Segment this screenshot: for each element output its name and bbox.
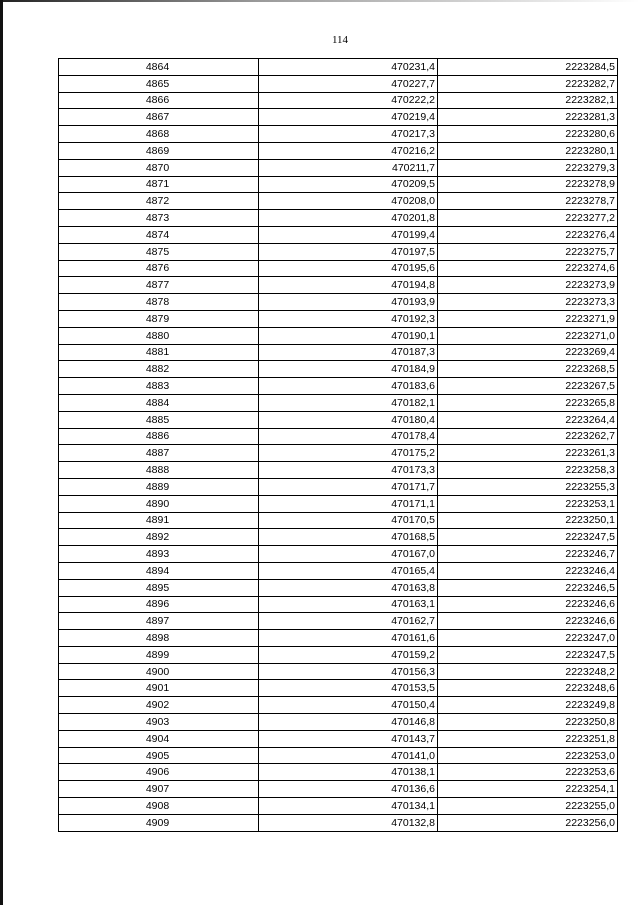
y-coordinate-cell: 2223248,6 (438, 680, 618, 697)
x-coordinate-cell: 470208,0 (259, 193, 438, 210)
table-row (59, 411, 618, 428)
table-row (59, 193, 618, 210)
table-row (59, 92, 618, 109)
y-coordinate-cell: 2223278,9 (438, 176, 618, 193)
x-coordinate-cell: 470194,8 (259, 277, 438, 294)
x-coordinate-cell: 470183,6 (259, 378, 438, 395)
y-coordinate-cell: 2223253,0 (438, 747, 618, 764)
page-number: 114 (331, 34, 349, 46)
scan-edge-left (0, 0, 3, 905)
y-coordinate-cell: 2223246,5 (438, 579, 618, 596)
point-number-cell: 4889 (59, 478, 259, 495)
x-coordinate-cell: 470161,6 (259, 630, 438, 647)
x-coordinate-cell: 470171,7 (259, 478, 438, 495)
y-coordinate-cell: 2223269,4 (438, 344, 618, 361)
table-row (59, 445, 618, 462)
y-coordinate-cell: 2223281,3 (438, 109, 618, 126)
point-number-cell: 4895 (59, 579, 259, 596)
point-number-cell: 4864 (59, 59, 259, 76)
y-coordinate-cell: 2223247,5 (438, 646, 618, 663)
point-number-cell: 4882 (59, 361, 259, 378)
point-number-cell: 4873 (59, 210, 259, 227)
table-row (59, 310, 618, 327)
point-number-cell: 4874 (59, 226, 259, 243)
x-coordinate-cell: 470222,2 (259, 92, 438, 109)
table-row (59, 142, 618, 159)
table-row (59, 529, 618, 546)
y-coordinate-cell: 2223280,6 (438, 126, 618, 143)
y-coordinate-cell: 2223274,6 (438, 260, 618, 277)
y-coordinate-cell: 2223268,5 (438, 361, 618, 378)
y-coordinate-cell: 2223254,1 (438, 781, 618, 798)
x-coordinate-cell: 470199,4 (259, 226, 438, 243)
table-row (59, 126, 618, 143)
x-coordinate-cell: 470134,1 (259, 798, 438, 815)
x-coordinate-cell: 470192,3 (259, 310, 438, 327)
x-coordinate-cell: 470163,1 (259, 596, 438, 613)
y-coordinate-cell: 2223282,7 (438, 75, 618, 92)
point-number-cell: 4867 (59, 109, 259, 126)
y-coordinate-cell: 2223280,1 (438, 142, 618, 159)
point-number-cell: 4893 (59, 546, 259, 563)
x-coordinate-cell: 470180,4 (259, 411, 438, 428)
x-coordinate-cell: 470146,8 (259, 714, 438, 731)
point-number-cell: 4870 (59, 159, 259, 176)
y-coordinate-cell: 2223273,9 (438, 277, 618, 294)
table-row (59, 646, 618, 663)
table-row (59, 59, 618, 76)
point-number-cell: 4866 (59, 92, 259, 109)
y-coordinate-cell: 2223251,8 (438, 730, 618, 747)
y-coordinate-cell: 2223255,3 (438, 478, 618, 495)
x-coordinate-cell: 470217,3 (259, 126, 438, 143)
table-row (59, 697, 618, 714)
point-number-cell: 4887 (59, 445, 259, 462)
point-number-cell: 4881 (59, 344, 259, 361)
x-coordinate-cell: 470184,9 (259, 361, 438, 378)
point-number-cell: 4908 (59, 798, 259, 815)
table-row (59, 226, 618, 243)
point-number-cell: 4884 (59, 394, 259, 411)
point-number-cell: 4909 (59, 814, 259, 831)
x-coordinate-cell: 470175,2 (259, 445, 438, 462)
point-number-cell: 4865 (59, 75, 259, 92)
point-number-cell: 4888 (59, 462, 259, 479)
point-number-cell: 4905 (59, 747, 259, 764)
x-coordinate-cell: 470165,4 (259, 562, 438, 579)
y-coordinate-cell: 2223278,7 (438, 193, 618, 210)
table-row (59, 714, 618, 731)
point-number-cell: 4871 (59, 176, 259, 193)
coordinates-table (58, 58, 618, 832)
point-number-cell: 4897 (59, 613, 259, 630)
x-coordinate-cell: 470163,8 (259, 579, 438, 596)
point-number-cell: 4901 (59, 680, 259, 697)
table-row (59, 75, 618, 92)
y-coordinate-cell: 2223273,3 (438, 294, 618, 311)
x-coordinate-cell: 470190,1 (259, 327, 438, 344)
x-coordinate-cell: 470143,7 (259, 730, 438, 747)
y-coordinate-cell: 2223277,2 (438, 210, 618, 227)
coordinates-table-body (59, 59, 618, 832)
table-row (59, 378, 618, 395)
point-number-cell: 4876 (59, 260, 259, 277)
x-coordinate-cell: 470153,5 (259, 680, 438, 697)
point-number-cell: 4907 (59, 781, 259, 798)
point-number-cell: 4894 (59, 562, 259, 579)
y-coordinate-cell: 2223246,7 (438, 546, 618, 563)
y-coordinate-cell: 2223248,2 (438, 663, 618, 680)
table-row (59, 663, 618, 680)
x-coordinate-cell: 470216,2 (259, 142, 438, 159)
table-row (59, 361, 618, 378)
table-row (59, 613, 618, 630)
table-row (59, 814, 618, 831)
point-number-cell: 4879 (59, 310, 259, 327)
x-coordinate-cell: 470219,4 (259, 109, 438, 126)
x-coordinate-cell: 470159,2 (259, 646, 438, 663)
table-row (59, 277, 618, 294)
y-coordinate-cell: 2223246,4 (438, 562, 618, 579)
x-coordinate-cell: 470138,1 (259, 764, 438, 781)
y-coordinate-cell: 2223262,7 (438, 428, 618, 445)
x-coordinate-cell: 470182,1 (259, 394, 438, 411)
x-coordinate-cell: 470197,5 (259, 243, 438, 260)
table-row (59, 428, 618, 445)
table-row (59, 596, 618, 613)
y-coordinate-cell: 2223253,6 (438, 764, 618, 781)
x-coordinate-cell: 470136,6 (259, 781, 438, 798)
table-row (59, 344, 618, 361)
table-row (59, 327, 618, 344)
table-row (59, 562, 618, 579)
table-row (59, 260, 618, 277)
x-coordinate-cell: 470211,7 (259, 159, 438, 176)
point-number-cell: 4903 (59, 714, 259, 731)
table-row (59, 798, 618, 815)
y-coordinate-cell: 2223247,0 (438, 630, 618, 647)
table-row (59, 546, 618, 563)
table-row (59, 495, 618, 512)
point-number-cell: 4898 (59, 630, 259, 647)
x-coordinate-cell: 470195,6 (259, 260, 438, 277)
point-number-cell: 4872 (59, 193, 259, 210)
table-row (59, 630, 618, 647)
point-number-cell: 4878 (59, 294, 259, 311)
point-number-cell: 4880 (59, 327, 259, 344)
x-coordinate-cell: 470141,0 (259, 747, 438, 764)
x-coordinate-cell: 470156,3 (259, 663, 438, 680)
table-row (59, 512, 618, 529)
y-coordinate-cell: 2223246,6 (438, 596, 618, 613)
table-row (59, 394, 618, 411)
point-number-cell: 4899 (59, 646, 259, 663)
y-coordinate-cell: 2223253,1 (438, 495, 618, 512)
table-row (59, 159, 618, 176)
point-number-cell: 4896 (59, 596, 259, 613)
x-coordinate-cell: 470162,7 (259, 613, 438, 630)
y-coordinate-cell: 2223246,6 (438, 613, 618, 630)
x-coordinate-cell: 470170,5 (259, 512, 438, 529)
point-number-cell: 4886 (59, 428, 259, 445)
y-coordinate-cell: 2223282,1 (438, 92, 618, 109)
point-number-cell: 4885 (59, 411, 259, 428)
x-coordinate-cell: 470209,5 (259, 176, 438, 193)
point-number-cell: 4892 (59, 529, 259, 546)
y-coordinate-cell: 2223279,3 (438, 159, 618, 176)
y-coordinate-cell: 2223256,0 (438, 814, 618, 831)
table-row (59, 462, 618, 479)
point-number-cell: 4906 (59, 764, 259, 781)
table-row (59, 210, 618, 227)
y-coordinate-cell: 2223267,5 (438, 378, 618, 395)
y-coordinate-cell: 2223249,8 (438, 697, 618, 714)
table-row (59, 294, 618, 311)
x-coordinate-cell: 470178,4 (259, 428, 438, 445)
table-row (59, 764, 618, 781)
x-coordinate-cell: 470187,3 (259, 344, 438, 361)
table-row (59, 243, 618, 260)
x-coordinate-cell: 470227,7 (259, 75, 438, 92)
y-coordinate-cell: 2223250,1 (438, 512, 618, 529)
x-coordinate-cell: 470132,8 (259, 814, 438, 831)
table-row (59, 730, 618, 747)
table-row (59, 680, 618, 697)
x-coordinate-cell: 470167,0 (259, 546, 438, 563)
point-number-cell: 4891 (59, 512, 259, 529)
table-row (59, 781, 618, 798)
y-coordinate-cell: 2223250,8 (438, 714, 618, 731)
point-number-cell: 4900 (59, 663, 259, 680)
table-row (59, 579, 618, 596)
point-number-cell: 4904 (59, 730, 259, 747)
scan-edge-top (0, 0, 640, 2)
table-row (59, 109, 618, 126)
point-number-cell: 4869 (59, 142, 259, 159)
table-row (59, 478, 618, 495)
y-coordinate-cell: 2223271,9 (438, 310, 618, 327)
point-number-cell: 4883 (59, 378, 259, 395)
point-number-cell: 4890 (59, 495, 259, 512)
x-coordinate-cell: 470201,8 (259, 210, 438, 227)
y-coordinate-cell: 2223258,3 (438, 462, 618, 479)
y-coordinate-cell: 2223284,5 (438, 59, 618, 76)
point-number-cell: 4877 (59, 277, 259, 294)
y-coordinate-cell: 2223247,5 (438, 529, 618, 546)
y-coordinate-cell: 2223264,4 (438, 411, 618, 428)
point-number-cell: 4875 (59, 243, 259, 260)
table-row (59, 176, 618, 193)
x-coordinate-cell: 470173,3 (259, 462, 438, 479)
y-coordinate-cell: 2223276,4 (438, 226, 618, 243)
y-coordinate-cell: 2223271,0 (438, 327, 618, 344)
point-number-cell: 4868 (59, 126, 259, 143)
x-coordinate-cell: 470171,1 (259, 495, 438, 512)
y-coordinate-cell: 2223261,3 (438, 445, 618, 462)
x-coordinate-cell: 470231,4 (259, 59, 438, 76)
x-coordinate-cell: 470193,9 (259, 294, 438, 311)
y-coordinate-cell: 2223265,8 (438, 394, 618, 411)
y-coordinate-cell: 2223275,7 (438, 243, 618, 260)
point-number-cell: 4902 (59, 697, 259, 714)
x-coordinate-cell: 470150,4 (259, 697, 438, 714)
table-row (59, 747, 618, 764)
x-coordinate-cell: 470168,5 (259, 529, 438, 546)
y-coordinate-cell: 2223255,0 (438, 798, 618, 815)
